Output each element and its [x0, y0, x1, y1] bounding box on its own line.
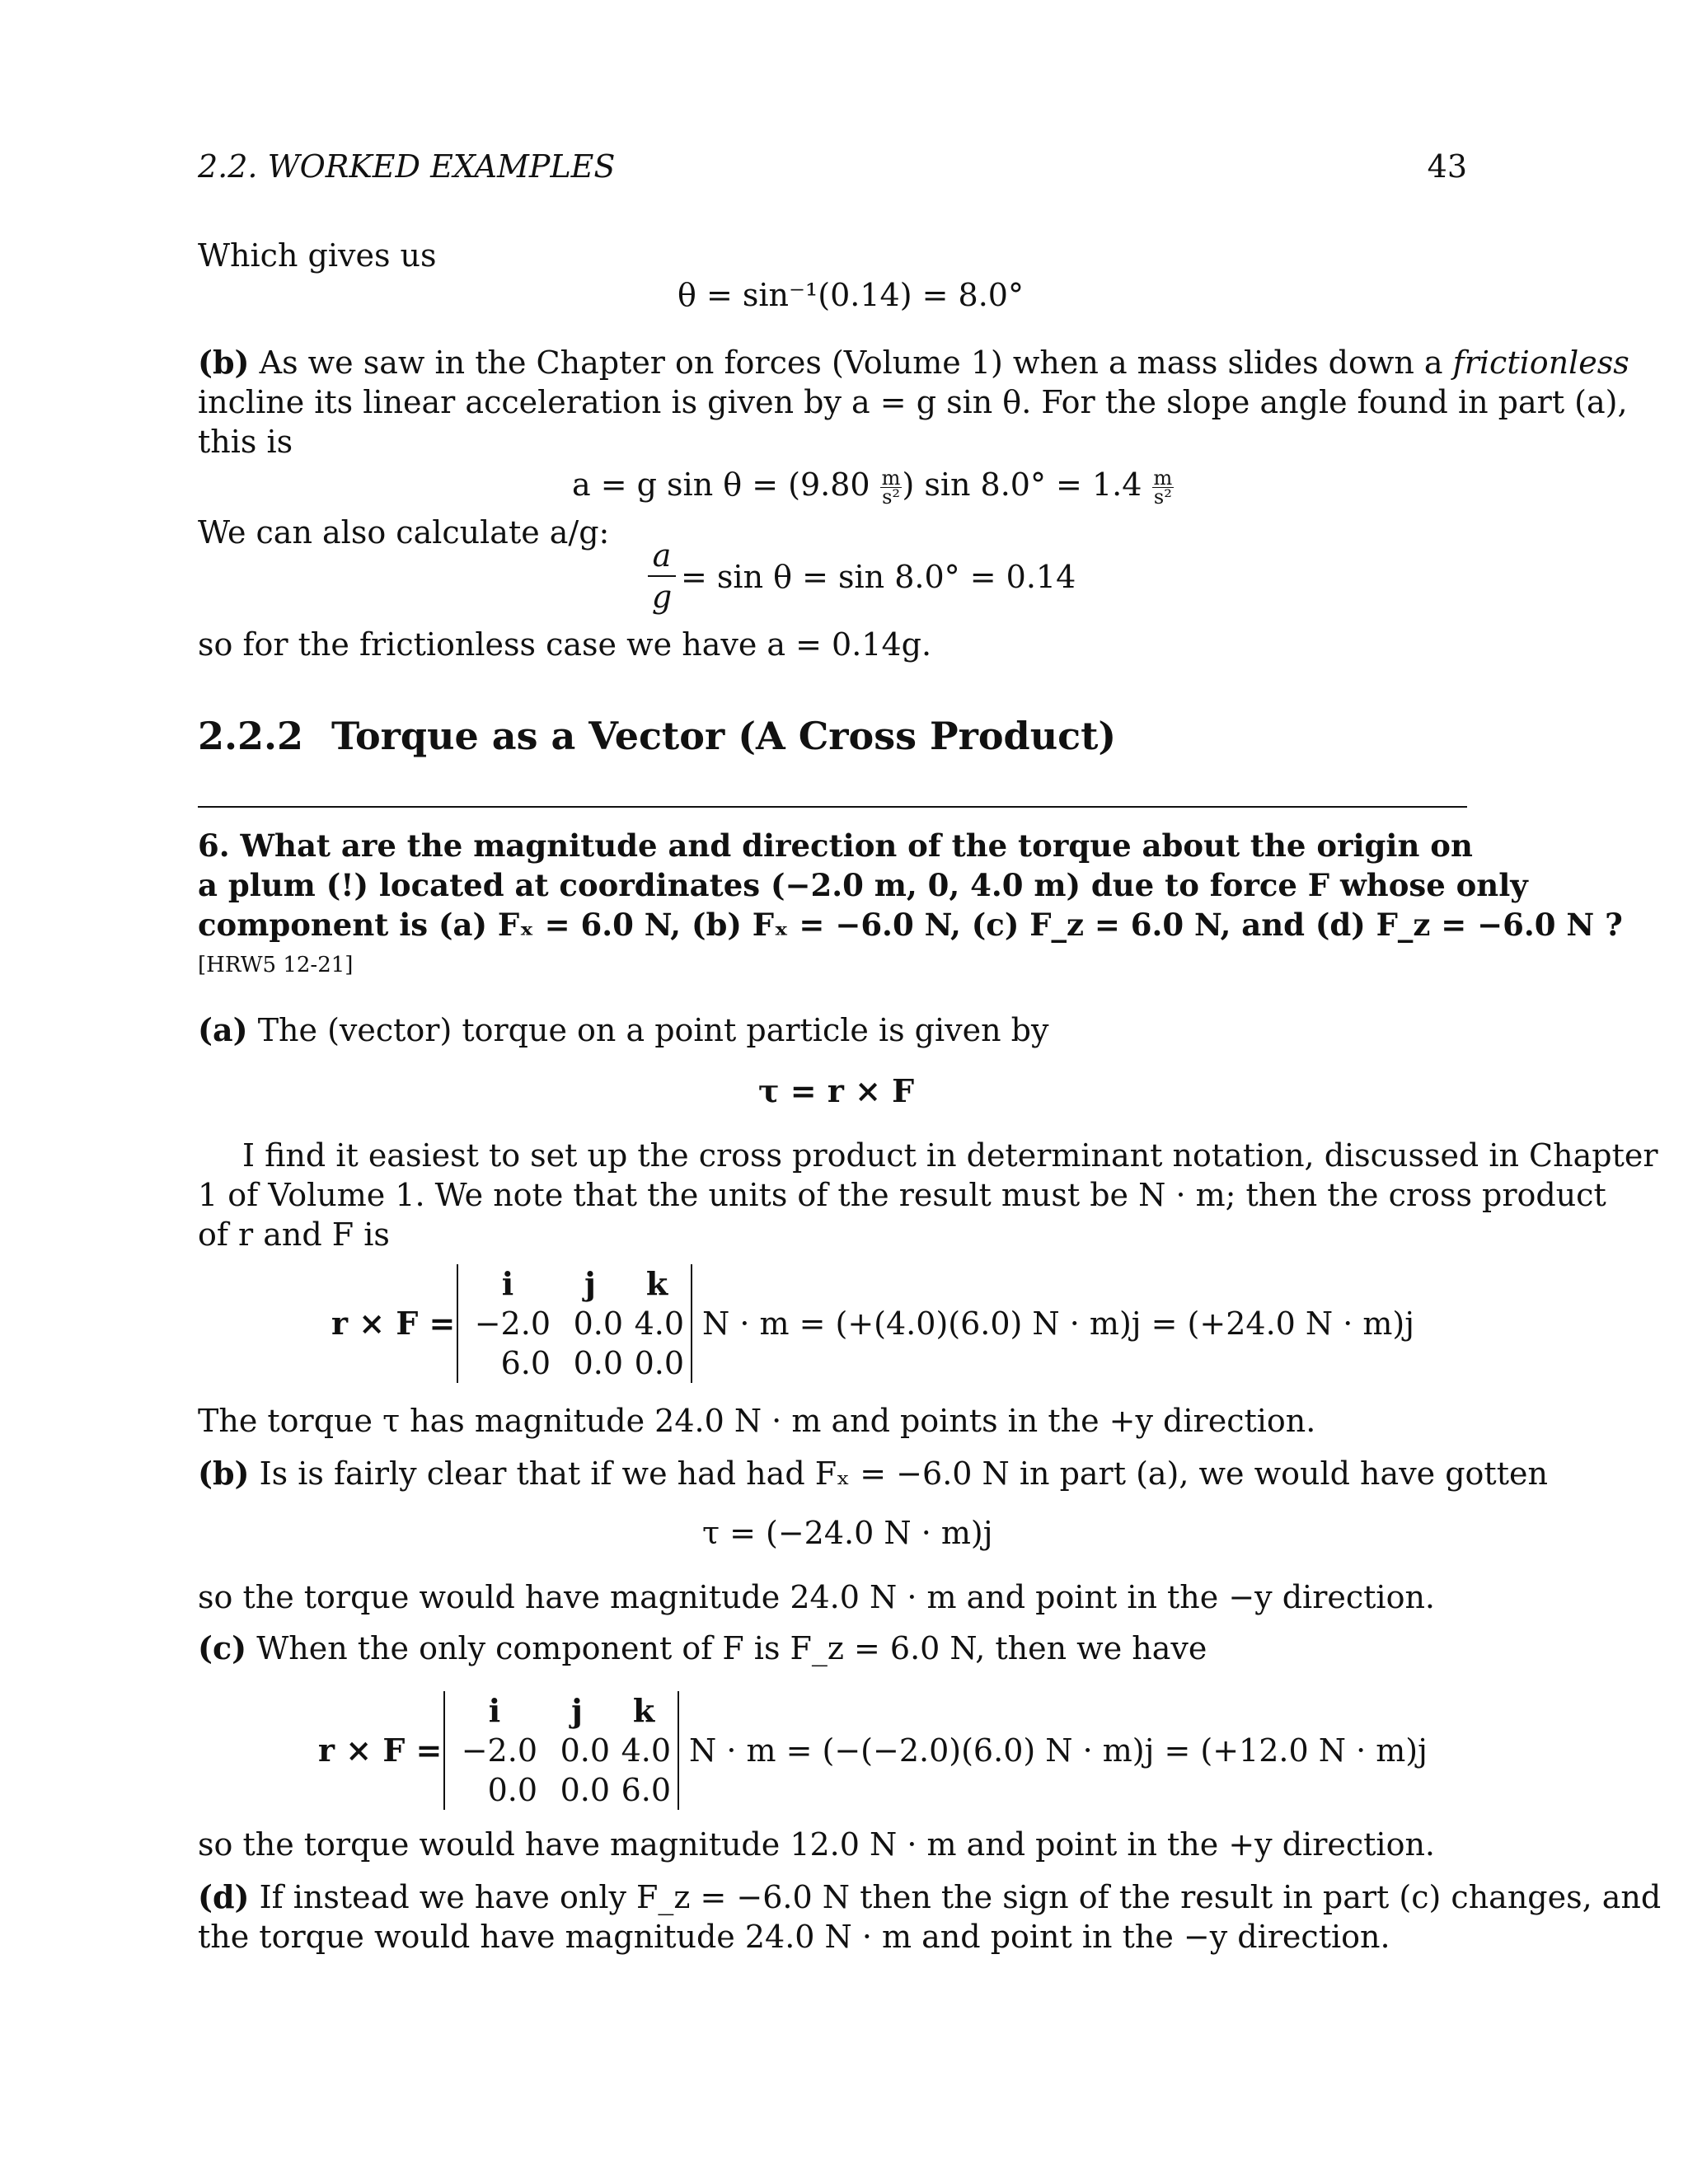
problem-source: [HRW5 12-21] [198, 953, 354, 977]
part-b2-line [198, 1454, 1548, 1493]
accel-eq-lhs: a = g sin θ = (9.80 [572, 466, 870, 503]
unit-den: s² [882, 485, 901, 509]
part-b-label: (b) [198, 344, 250, 381]
det2-r-x: −2.0 [461, 1732, 537, 1769]
det1-r-x: −2.0 [474, 1305, 551, 1342]
result-b: so the torque would have magnitude 24.0 N · m and point in the −y direction. [198, 1579, 1435, 1615]
part-c-label: (c) [198, 1629, 247, 1666]
torque-definition: τ = r × F [758, 1072, 915, 1109]
det2-r-y: 0.0 [560, 1732, 610, 1769]
det2-r-z: 4.0 [621, 1732, 671, 1769]
part-b-line2: incline its linear acceleration is given by a = g sin θ. For the slope angle found in part (a), [198, 384, 1628, 420]
det1-rhs: N · m = (+(4.0)(6.0) N · m)j = (+24.0 N · m)j [702, 1305, 1415, 1342]
which-gives-text: Which gives us [198, 237, 437, 274]
accel-equation [572, 465, 1174, 509]
part-c-text: When the only component of F is F_z = 6.0 N, then we have [256, 1630, 1207, 1666]
det1-r-z: 4.0 [634, 1305, 684, 1342]
det1-lhs: r × F = [331, 1305, 456, 1342]
para1-line1: I find it easiest to set up the cross product in determinant notation, discussed in Chapter [242, 1137, 1658, 1174]
torque-b-equation: τ = (−24.0 N · m)j [702, 1515, 993, 1551]
page-number: 43 [1427, 148, 1467, 185]
calc-ag-text: We can also calculate a/g: [198, 514, 610, 551]
determinant-1 [457, 1264, 692, 1383]
part-b2-text: Is is fairly clear that if we had had Fₓ = −6.0 N in part (a), we would have gotten [259, 1455, 1548, 1492]
frictionless-emphasis: frictionless [1452, 344, 1629, 381]
det2-j: j [571, 1692, 583, 1729]
det1-f-y: 0.0 [573, 1345, 623, 1381]
accel-eq-mid: ) sin 8.0° = 1.4 [902, 466, 1142, 503]
det1-r-y: 0.0 [573, 1305, 623, 1342]
unit-den-2: s² [1153, 485, 1172, 509]
result-c: so the torque would have magnitude 12.0 N · m and point in the +y direction. [198, 1826, 1435, 1863]
problem-line2: a plum (!) located at coordinates (−2.0 m, 0, 4.0 m) due to force F whose only [198, 867, 1528, 903]
fraction-bar [648, 575, 676, 577]
det2-f-x: 0.0 [487, 1772, 537, 1808]
ag-equation: = sin θ = sin 8.0° = 0.14 [681, 559, 1076, 595]
part-d-line2: the torque would have magnitude 24.0 N · m and point in the −y direction. [198, 1919, 1390, 1955]
det2-i: i [488, 1692, 501, 1729]
part-a-line [198, 1010, 1048, 1050]
result-a: The torque τ has magnitude 24.0 N · m and points in the +y direction. [198, 1403, 1316, 1439]
unit-num-2: m [1153, 466, 1173, 490]
running-title: 2.2. WORKED EXAMPLES [198, 148, 616, 185]
det1-i: i [501, 1265, 514, 1302]
part-c-line [198, 1629, 1207, 1668]
det2-lhs: r × F = [318, 1732, 443, 1769]
det2-f-z: 6.0 [621, 1772, 671, 1808]
det2-rhs: N · m = (−(−2.0)(6.0) N · m)j = (+12.0 N · m)j [689, 1732, 1428, 1769]
problem-line1: 6. What are the magnitude and direction of the torque about the origin on [198, 827, 1473, 864]
det2-k: k [632, 1692, 655, 1729]
part-a-text: The (vector) torque on a point particle is given by [257, 1012, 1049, 1048]
det1-k: k [645, 1265, 668, 1302]
part-b-line3: this is [198, 424, 293, 460]
part-d-label: (d) [198, 1878, 250, 1915]
problem-line3: component is (a) Fₓ = 6.0 N, (b) Fₓ = −6.0 N, (c) F_z = 6.0 N, and (d) F_z = −6.0 N ? [198, 907, 1623, 943]
ag-denominator: g [651, 579, 673, 615]
unit-fraction-2 [1152, 466, 1175, 509]
det1-f-x: 6.0 [500, 1345, 551, 1381]
theta-equation: θ = sin⁻¹(0.14) = 8.0° [678, 277, 1024, 313]
section-title: Torque as a Vector (A Cross Product) [331, 714, 1117, 758]
determinant-2 [443, 1691, 679, 1810]
para1-line2: 1 of Volume 1. We note that the units of the result must be N · m; then the cross product [198, 1177, 1606, 1213]
unit-num: m [881, 466, 901, 490]
det1-j: j [584, 1265, 596, 1302]
para1-line3: of r and F is [198, 1216, 390, 1253]
unit-fraction [880, 466, 903, 509]
frictionless-case-text: so for the frictionless case we have a = 0.14g. [198, 626, 932, 663]
det1-f-z: 0.0 [634, 1345, 684, 1381]
horizontal-rule [198, 806, 1467, 808]
part-d-line1 [198, 1877, 1661, 1917]
part-d-text1: If instead we have only F_z = −6.0 N then the sign of the result in part (c) changes, and [259, 1879, 1662, 1915]
det2-f-y: 0.0 [560, 1772, 610, 1808]
a-over-g-fraction [648, 537, 676, 615]
part-b-line1 [198, 343, 1629, 382]
part-b-text1: As we saw in the Chapter on forces (Volume 1) when a mass slides down a [259, 344, 1453, 381]
section-number: 2.2.2 [198, 714, 304, 758]
ag-numerator: a [652, 537, 672, 574]
part-a-label: (a) [198, 1011, 248, 1048]
part-b2-label: (b) [198, 1455, 250, 1492]
